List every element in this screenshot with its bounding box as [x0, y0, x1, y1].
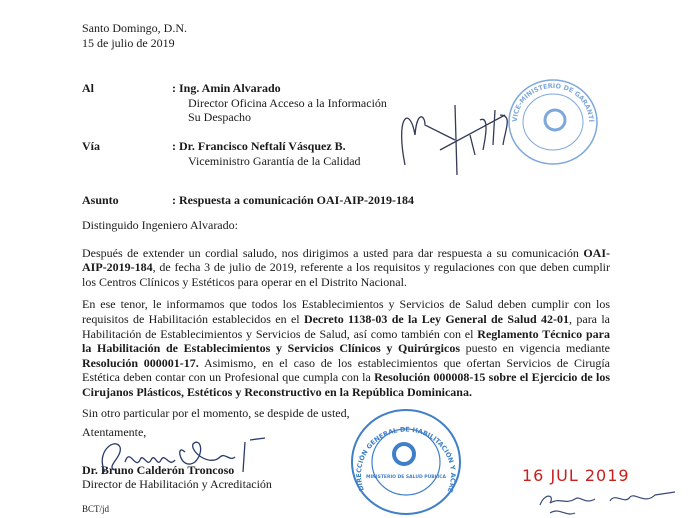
to-label: Al [82, 81, 94, 95]
subject-text: : Respuesta a comunicación OAI-AIP-2019-184 [172, 193, 414, 207]
text-segment: Asimismo, en el caso de los establecimientos que ofertan Servicios de Cirugía Estética deben contar con un Profesional que cumpla con la [82, 355, 611, 385]
handwritten-date-mark [395, 95, 515, 185]
text-segment: , para la Habilitación de Establecimientos y Servicios de Salud, así como también con el [82, 311, 611, 341]
recipient-office: Su Despacho [188, 110, 251, 124]
bold-text-segment: Resolución 000001-17. [82, 355, 199, 370]
text-segment: En ese tenor, le informamos que todos los Establecimientos y Servicios de Salud deben cumplir con los requisitos de Habilitación establecidos en el [82, 297, 610, 326]
closing-line: Sin otro particular por el momento, se despide de usted, [82, 405, 350, 420]
text-segment: , de fecha 3 de julio de 2019, referente a los requisitos y regulaciones con que deben cumplir los Centros Clínicos y Estéticos para operar en el Distrito Nacional. [82, 260, 610, 289]
bold-text-segment: OAI-AIP-2019-184 [82, 245, 610, 275]
via-position: Viceministro Garantía de la Calidad [188, 153, 361, 168]
letter-place: Santo Domingo, D.N. [82, 21, 187, 35]
text-segment: puesto en vigencia mediante [460, 341, 610, 356]
paragraph-2 [82, 297, 610, 399]
recipient-block [172, 81, 387, 125]
viceministry-stamp [502, 69, 605, 170]
dgha-stamp-inner-text: MINISTERIO DE SALUD PÚBLICA [366, 475, 446, 480]
recipient-name: : Ing. Amin Alvarado [172, 81, 281, 95]
signer-name: Dr. Bruno Calderón Troncoso [82, 462, 235, 477]
received-date-stamp: 16 JUL 2019 [522, 466, 630, 485]
salutation: Distinguido Ingeniero Alvarado: [82, 218, 238, 232]
via-block [172, 139, 361, 168]
letter-date: 15 de julio de 2019 [82, 36, 175, 50]
via-label: Vía [82, 139, 100, 153]
text-segment: Después de extender un cordial saludo, nos dirigimos a usted para dar respuesta a su comunicación [82, 245, 584, 260]
paragraph-1 [82, 246, 610, 290]
bold-text-segment: Decreto 1138-03 de la Ley General de Salud 42-01 [303, 311, 570, 326]
regards: Atentamente, [82, 425, 147, 440]
signer-title: Director de Habilitación y Acreditación [82, 477, 272, 492]
bold-text-segment: Resolución 000008-15 sobre el Ejercicio de los Cirujanos Plásticos, Estéticos y Reconstructivo en la República Dominicana. [82, 370, 611, 399]
bold-text-segment: Reglamento Técnico para la Habilitación de Establecimientos y Servicios Clínicos y Quirúrgicos [82, 326, 610, 356]
recipient-position: Director Oficina Acceso a la Información [188, 95, 387, 110]
viceministry-stamp-text: VICE-MINISTERIO DE GARANTÍA DE LA CALIDAD [502, 69, 596, 123]
dgha-stamp [347, 402, 462, 516]
subject-label: Asunto [82, 193, 119, 207]
via-name: : Dr. Francisco Neftalí Vásquez B. [172, 139, 346, 153]
dgha-stamp-text: DIRECCIÓN GENERAL DE HABILITACIÓN Y ACREDITACIÓN (DGHA) [347, 402, 458, 494]
received-note-handwriting [535, 487, 685, 517]
signature-image [85, 432, 285, 482]
initials: BCT/jd [82, 503, 110, 514]
